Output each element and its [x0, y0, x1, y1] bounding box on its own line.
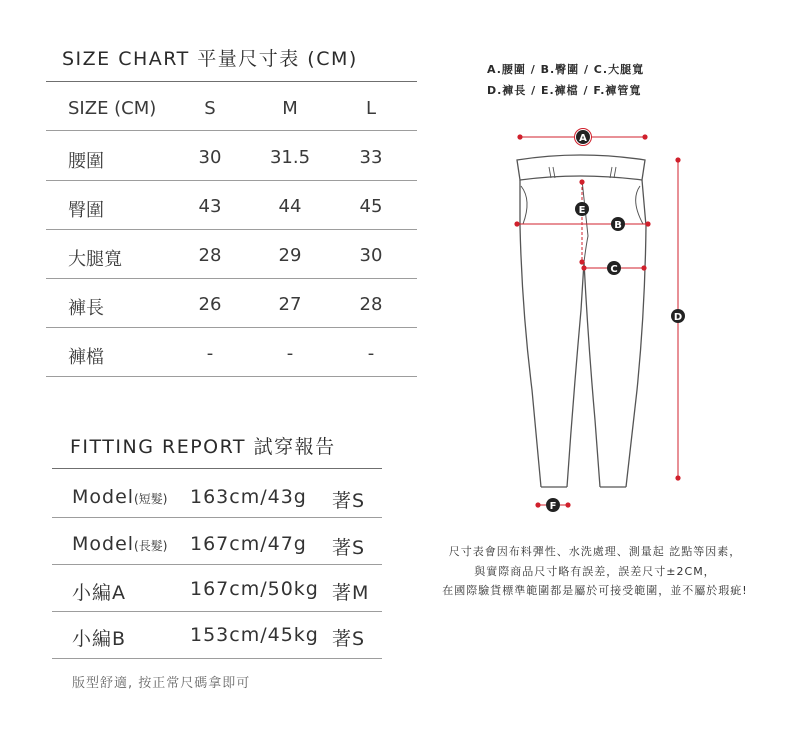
size-cell: 30	[359, 245, 383, 266]
fitting-stats: 163cm/43g	[190, 486, 307, 508]
size-cell: 43	[198, 196, 222, 217]
size-cell: 30	[198, 147, 222, 168]
marker-c	[607, 261, 621, 275]
fitting-model: Model(短髮)	[72, 486, 168, 508]
size-header-label: SIZE (CM)	[68, 98, 157, 119]
diagram-legend-line2: D.褲長 / E.褲檔 / F.褲管寬	[487, 84, 642, 97]
marker-e	[575, 202, 589, 216]
marker-d	[671, 309, 685, 323]
fitting-model: 小編A	[72, 582, 126, 604]
fitting-stats: 153cm/45kg	[190, 624, 319, 646]
diagram-legend-line1: A.腰圍 / B.臀圍 / C.大腿寬	[487, 63, 645, 76]
size-row-label-thigh: 大腿寬	[68, 249, 122, 270]
size-row-label-length: 褲長	[68, 298, 104, 319]
marker-d-label: D	[673, 312, 683, 323]
marker-a-label: A	[579, 133, 587, 144]
size-cell: 26	[198, 294, 222, 315]
size-cell: 28	[359, 294, 383, 315]
fitting-size-worn: 著M	[332, 582, 370, 604]
fitting-model-note: (長髮)	[134, 539, 168, 553]
size-header-s: S	[204, 98, 216, 119]
fitting-model-note: (短髮)	[134, 492, 168, 506]
marker-b-label: B	[614, 220, 622, 231]
size-cell: 31.5	[269, 147, 311, 168]
fitting-model: Model(長髮)	[72, 533, 168, 555]
fitting-stats: 167cm/47g	[190, 533, 307, 555]
size-header-l: L	[365, 98, 377, 119]
size-row-label-rise: 褲檔	[68, 347, 104, 368]
size-cell: 28	[198, 245, 222, 266]
size-cell: -	[286, 343, 294, 364]
size-row-label-waist: 腰圍	[68, 151, 104, 172]
marker-a	[575, 129, 592, 146]
marker-e-label: E	[578, 205, 586, 216]
size-cell: 27	[278, 294, 302, 315]
size-row-label-hip: 臀圍	[68, 200, 104, 221]
size-cell: -	[206, 343, 214, 364]
marker-c-label: C	[610, 264, 618, 275]
fitting-size-worn: 著S	[332, 490, 366, 512]
fitting-model: 小編B	[72, 628, 127, 650]
marker-f	[546, 498, 560, 512]
disclaimer-line2: 與實際商品尺寸略有誤差，誤差尺寸±2CM，	[474, 565, 716, 578]
size-cell: 44	[278, 196, 302, 217]
size-header-m: M	[282, 98, 298, 119]
size-cell: 29	[278, 245, 302, 266]
fitting-size-worn: 著S	[332, 628, 366, 650]
size-cell: -	[367, 343, 375, 364]
fitting-footnote: 版型舒適, 按正常尺碼拿即可	[72, 676, 251, 691]
fitting-size-worn: 著S	[332, 537, 366, 559]
marker-f-label: F	[549, 501, 557, 512]
fitting-stats: 167cm/50kg	[190, 578, 319, 600]
disclaimer-line3: 在國際驗貨標準範圍都是屬於可接受範圍，並不屬於瑕疵!	[442, 584, 748, 597]
size-cell: 33	[359, 147, 383, 168]
size-cell: 45	[359, 196, 383, 217]
fitting-report-title: FITTING REPORT 試穿報告	[70, 436, 336, 458]
size-chart-title: SIZE CHART 平量尺寸表 (CM)	[62, 48, 358, 70]
disclaimer-line1: 尺寸表會因布料彈性、水洗處理、測量起 訖點等因素，	[448, 545, 742, 558]
marker-b	[611, 217, 625, 231]
